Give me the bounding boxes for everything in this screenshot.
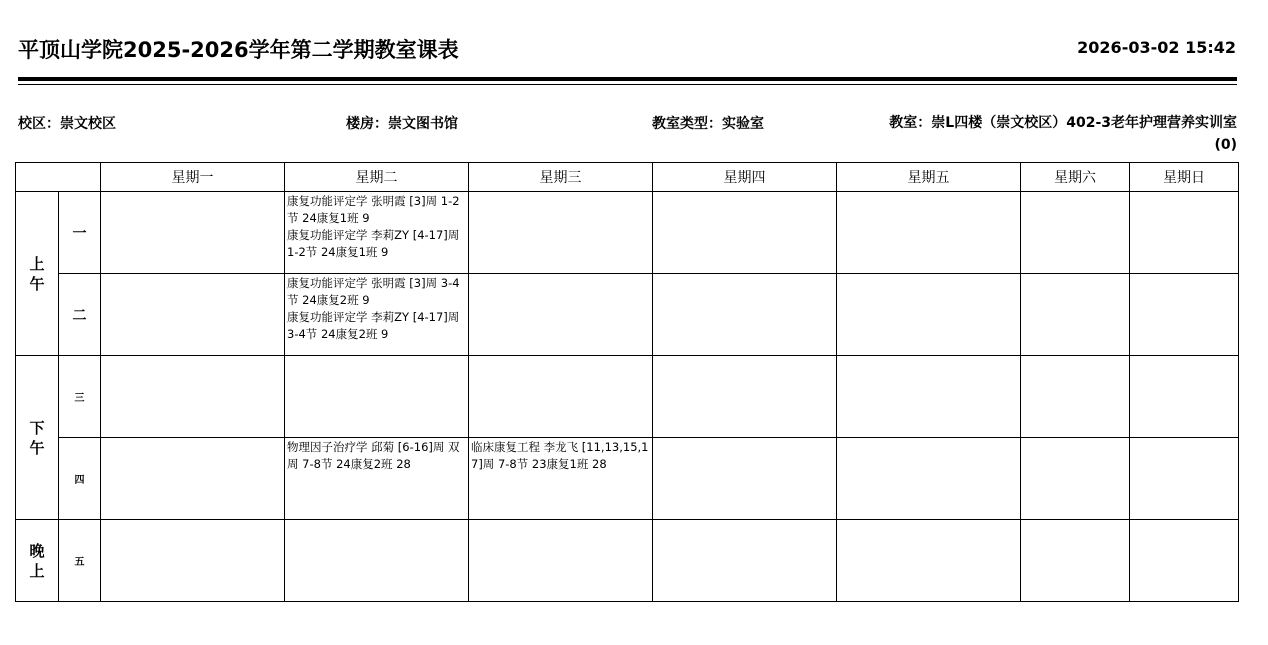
cell-text xyxy=(469,192,652,193)
schedule-cell[interactable] xyxy=(469,356,653,438)
schedule-cell[interactable] xyxy=(837,356,1021,438)
schedule-cell[interactable] xyxy=(285,356,469,438)
group-evening-label: 晚 上 xyxy=(29,541,45,580)
cell-text xyxy=(101,520,284,521)
group-afternoon-label: 下 午 xyxy=(29,418,45,457)
schedule-cell[interactable] xyxy=(285,438,469,520)
cell-text xyxy=(1130,192,1238,193)
period-1: 一 xyxy=(59,192,101,274)
schedule-cell[interactable] xyxy=(285,192,469,274)
schedule-cell[interactable] xyxy=(285,520,469,602)
day-header-wed: 星期三 xyxy=(469,163,653,192)
cell-text xyxy=(101,274,284,275)
cell-text xyxy=(653,356,836,357)
period-5: 五 xyxy=(59,520,101,602)
schedule-cell[interactable] xyxy=(837,520,1021,602)
cell-text xyxy=(1130,274,1238,275)
cell-text xyxy=(1021,192,1129,193)
title-divider-thin xyxy=(18,84,1237,85)
schedule-cell[interactable] xyxy=(837,192,1021,274)
cell-text xyxy=(837,520,1020,521)
day-header-sun: 星期日 xyxy=(1130,163,1239,192)
cell-text: 康复功能评定学 张明霞 [3]周 3-4节 24康复2班 9 康复功能评定学 李莉ZY [4-17]周 3-4节 24康复2班 9 xyxy=(287,276,460,341)
cell-text xyxy=(1130,520,1238,521)
schedule-cell[interactable] xyxy=(837,274,1021,356)
schedule-cell[interactable] xyxy=(1130,356,1239,438)
schedule-cell[interactable] xyxy=(1021,356,1130,438)
cell-text xyxy=(837,356,1020,357)
day-header-fri: 星期五 xyxy=(837,163,1021,192)
table-row xyxy=(16,356,1239,438)
cell-text: 康复功能评定学 张明霞 [3]周 1-2节 24康复1班 9 康复功能评定学 李莉ZY [4-17]周 1-2节 24康复1班 9 xyxy=(287,194,460,259)
cell-text xyxy=(653,438,836,439)
schedule-cell[interactable] xyxy=(101,356,285,438)
cell-text xyxy=(285,356,468,357)
schedule-cell[interactable] xyxy=(1021,520,1130,602)
schedule-cell[interactable] xyxy=(653,438,837,520)
schedule-cell[interactable] xyxy=(469,274,653,356)
schedule-cell[interactable] xyxy=(1130,274,1239,356)
group-evening xyxy=(16,520,59,602)
schedule-cell[interactable] xyxy=(1130,438,1239,520)
table-row xyxy=(16,438,1239,520)
cell-text xyxy=(1021,356,1129,357)
cell-text xyxy=(101,438,284,439)
schedule-cell[interactable] xyxy=(653,274,837,356)
schedule-cell[interactable] xyxy=(837,438,1021,520)
day-header-tue: 星期二 xyxy=(285,163,469,192)
schedule-cell[interactable] xyxy=(1130,192,1239,274)
print-timestamp: 2026-03-02 15:42 xyxy=(1077,38,1236,57)
schedule-cell[interactable] xyxy=(469,192,653,274)
schedule-cell[interactable] xyxy=(101,192,285,274)
group-afternoon xyxy=(16,356,59,520)
day-header-thu: 星期四 xyxy=(653,163,837,192)
corner-cell xyxy=(16,163,101,192)
cell-text xyxy=(285,520,468,521)
cell-text xyxy=(1130,356,1238,357)
cell-text xyxy=(1021,438,1129,439)
schedule-cell[interactable] xyxy=(469,438,653,520)
table-row xyxy=(16,520,1239,602)
group-morning-label: 上 午 xyxy=(29,254,45,293)
schedule-cell[interactable] xyxy=(1021,192,1130,274)
schedule-cell[interactable] xyxy=(101,520,285,602)
page-title: 平顶山学院2025-2026学年第二学期教室课表 xyxy=(18,38,459,62)
schedule-cell[interactable] xyxy=(653,520,837,602)
schedule-cell[interactable] xyxy=(469,520,653,602)
cell-text xyxy=(837,274,1020,275)
period-3: 三 xyxy=(59,356,101,438)
schedule-cell[interactable] xyxy=(653,356,837,438)
schedule-cell[interactable] xyxy=(1021,438,1130,520)
cell-text xyxy=(469,356,652,357)
cell-text xyxy=(1021,274,1129,275)
schedule-cell[interactable] xyxy=(101,438,285,520)
cell-text: 临床康复工程 李龙飞 [11,13,15,17]周 7-8节 23康复1班 28 xyxy=(471,440,649,471)
cell-text xyxy=(1021,520,1129,521)
day-header-mon: 星期一 xyxy=(101,163,285,192)
cell-text xyxy=(653,274,836,275)
cell-text xyxy=(469,520,652,521)
schedule-cell[interactable] xyxy=(285,274,469,356)
cell-text xyxy=(469,274,652,275)
schedule-cell[interactable] xyxy=(653,192,837,274)
schedule-cell[interactable] xyxy=(1021,274,1130,356)
cell-text xyxy=(101,356,284,357)
cell-text xyxy=(653,520,836,521)
day-header-sat: 星期六 xyxy=(1021,163,1130,192)
building-label: 楼房：崇文图书馆 xyxy=(346,116,458,132)
schedule-cell[interactable] xyxy=(101,274,285,356)
cell-text xyxy=(653,192,836,193)
cell-text xyxy=(837,438,1020,439)
cell-text xyxy=(837,192,1020,193)
header-row xyxy=(16,163,1239,192)
campus-label: 校区：崇文校区 xyxy=(18,116,116,132)
cell-text xyxy=(101,192,284,193)
period-4: 四 xyxy=(59,438,101,520)
room-label: 教室：崇L四楼（崇文校区）402-3老年护理营养实训室(0) xyxy=(889,115,1237,153)
title-divider-thick xyxy=(18,77,1237,81)
cell-text: 物理因子治疗学 邱菊 [6-16]周 双周 7-8节 24康复2班 28 xyxy=(287,440,460,471)
cell-text xyxy=(1130,438,1238,439)
period-2: 二 xyxy=(59,274,101,356)
room-type-label: 教室类型：实验室 xyxy=(652,116,764,132)
schedule-table xyxy=(15,162,1239,602)
schedule-cell[interactable] xyxy=(1130,520,1239,602)
table-row xyxy=(16,192,1239,274)
group-morning xyxy=(16,192,59,356)
table-row xyxy=(16,274,1239,356)
